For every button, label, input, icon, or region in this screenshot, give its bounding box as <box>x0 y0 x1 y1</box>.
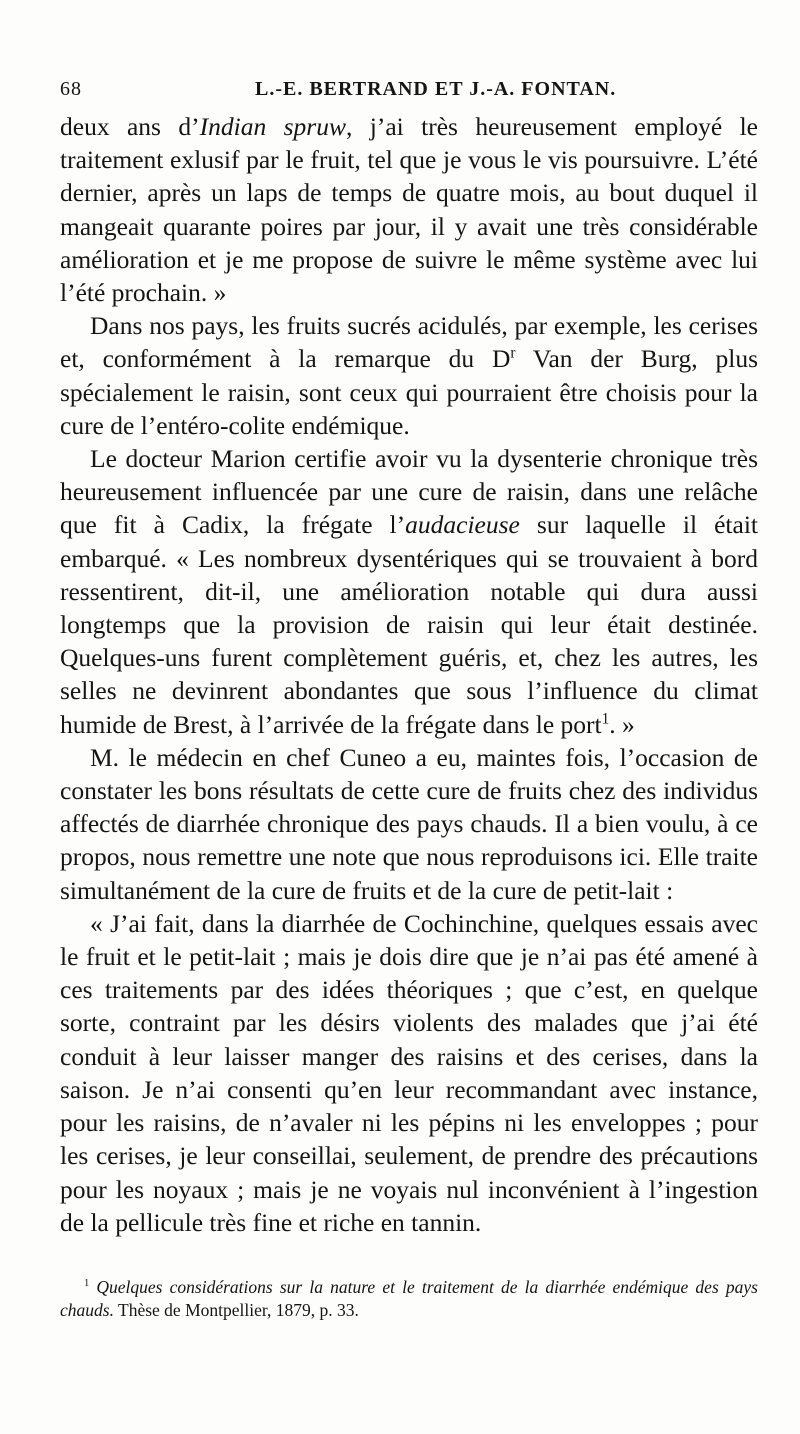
paragraph-citation-cuneo <box>60 907 758 1239</box>
running-head <box>60 78 740 106</box>
page-number: 68 <box>60 78 82 100</box>
text-run: , j’ai très heureusement employé le traitement exlusif par le fruit, tel que je vous le vis poursuivre. L’été dernier, après un laps de temps de quatre mois, au bout duquel il mangeait quarante poires par jour, il y avait une très considérable amélioration et je me propose de suivre le même système avec lui l’été prochain. » <box>60 112 758 308</box>
italic-text: Indian spruw <box>199 112 346 141</box>
text-run: Van der Burg, plus spécialement le raisin, sont ceux qui pourraient être choisis pour la cure de l’entéro-colite endémique. <box>60 344 758 440</box>
paragraph-docteur-marion <box>60 442 758 741</box>
paragraph-fruits-acidules <box>60 309 758 442</box>
running-head-authors: L.-E. BERTRAND ET J.-A. FONTAN. <box>255 78 617 100</box>
text-run: Thèse de Montpellier, 1879, p. 33. <box>113 1300 359 1320</box>
text-run: M. le médecin en chef Cuneo a eu, maintes fois, l’occasion de constater les bons résultats de cette cure de fruits chez des individus affectés de diarrhée chronique des pays chauds. Il a bien voulu, à ce propos, nous remettre une note que nous reproduisons ici. Elle traite simultanément de la cure de fruits et de la cure de petit-lait : <box>60 742 758 905</box>
text-run: Dans nos pays, les fruits sucrés acidulés, par exemple, les cerises et, conformément à la remarque du D <box>60 311 758 374</box>
paragraph-medecin-cuneo <box>60 741 758 907</box>
body-text <box>60 110 758 1239</box>
text-run: deux ans d’ <box>60 112 200 141</box>
superscript: r <box>510 344 516 362</box>
italic-text: Quelques considérations sur la nature et le traitement de la diarrhée endémique des pays chauds. <box>60 1277 758 1320</box>
text-run: Le docteur Marion certifie avoir vu la dysenterie chronique très heureusement influencée par une cure de raisin, dans une relâche que fit à Cadix, la frégate l’ <box>60 444 758 540</box>
text-run: . » <box>609 709 635 739</box>
text-run: sur laquelle il était embarqué. « Les nombreux dysentériques qui se trouvaient à bord ressentirent, dit-il, une amélioration notable qui dura aussi longtemps que la provision de raisin qui leur était destinée. Quelques-uns furent complètement guéris, et, chez les autres, les selles ne devinrent abondantes que sous l’influence du climat humide de Brest, à l’arrivée de la frégate dans le port <box>60 510 758 739</box>
superscript: 1 <box>601 710 610 728</box>
superscript: 1 <box>84 1278 90 1290</box>
footnote <box>60 1276 758 1322</box>
paragraph-continuation <box>60 110 758 309</box>
text-run: « J’ai fait, dans la diarrhée de Cochinchine, quelques essais avec le fruit et le petit-lait ; mais je dois dire que je n’ai pas été amené à ces traitements par des idées théoriques ; que c’est, en quelque sorte, contraint par les désirs violents des malades que j’ai été conduit à leur laisser manger des raisins et des cerises, dans la saison. Je n’ai consenti qu’en leur recommandant avec instance, pour les raisins, de n’avaler ni les pépins ni les enveloppes ; pour les cerises, je leur conseillai, seulement, de prendre des précautions pour les noyaux ; mais je ne voyais nul inconvénient à l’ingestion de la pellicule très fine et riche en tannin. <box>60 908 758 1237</box>
italic-text: audacieuse <box>405 510 520 540</box>
